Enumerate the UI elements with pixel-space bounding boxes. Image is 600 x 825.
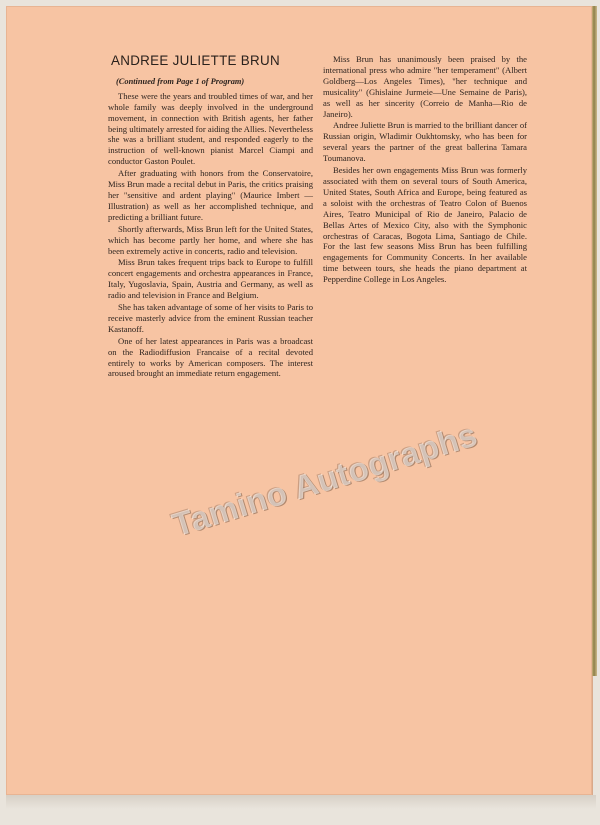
left-paragraph-3: Shortly afterwards, Miss Brun left for the United States, which has become partly her home, and where she has been extremely active in concerts, radio and television. bbox=[108, 223, 313, 256]
watermark: Tamino Autographs bbox=[168, 415, 482, 544]
right-paragraph-2: Andree Juliette Brun is married to the brilliant dancer of Russian origin, Wladimir Oukhtomsky, who has been for several years the partner of the great ballerina Tamara Toumanova. bbox=[323, 120, 527, 164]
left-paragraph-4: Miss Brun takes frequent trips back to Europe to fulfill concert engagements and orchestra appearances in France, Italy, Yugoslavia, Spain, Austria and Germany, as well as radio and television in France and Belgium. bbox=[108, 257, 313, 301]
right-paragraph-3: Besides her own engagements Miss Brun was formerly associated with them on several tours of South America, United States, South Africa and Europe, being featured as a soloist with the orchestras of Teatro Colon of Buenos Aires, Teatro Municipal of Rio de Janeiro, Palacio de Bellas Artes of Mexico City, also with the Symphonic orchestras of Caracas, Bogota Lima, Santiago de Chile. For the last few seasons Miss Brun has been fulfilling engagements for Community Concerts. In her available time between tours, she heads the piano department at Pepperdine College in Los Angeles. bbox=[323, 165, 527, 285]
left-column bbox=[108, 53, 313, 380]
left-paragraph-5: She has taken advantage of some of her visits to Paris to receive masterly advice from the eminent Russian teacher Kastanoff. bbox=[108, 302, 313, 334]
program-page bbox=[6, 6, 592, 795]
continued-note: (Continued from Page 1 of Program) bbox=[116, 76, 245, 86]
left-paragraph-2: After graduating with honors from the Conservatoire, Miss Brun made a recital debut in Paris, the critics praising her "sensitive and ardent playing" (Maurice Imbert — Illustration) as well as her accomplished technique, and predicting a brilliant future. bbox=[108, 168, 313, 222]
page-shadow bbox=[6, 795, 596, 809]
right-paragraph-1: Miss Brun has unanimously been praised by the international press who admire "her temperament" (Albert Goldberg—Los Angeles Times), "her technique and musicality" (Ghislaine Jurmeie—Une Semaine de Paris), as well as her sincerity (Correio de Manha—Rio de Janeiro). bbox=[323, 54, 527, 119]
right-column bbox=[323, 54, 527, 286]
left-paragraph-1: These were the years and troubled times of war, and her whole family was deeply involved in the underground movement, in connection with British agents, her father being ultimately arrested for aiding the Allies. Nevertheless she was a brilliant student, and responded eagerly to the instruction of well-known pianist Marcel Ciampi and conductor Gaston Poulet. bbox=[108, 90, 313, 167]
page-edge bbox=[592, 6, 597, 676]
article-title: ANDREE JULIETTE BRUN bbox=[111, 53, 280, 68]
left-paragraph-6: One of her latest appearances in Paris was a broadcast on the Radiodiffusion Francaise of a recital devoted entirely to works by American composers. The interest aroused brought an immediate return engagement. bbox=[108, 335, 313, 379]
